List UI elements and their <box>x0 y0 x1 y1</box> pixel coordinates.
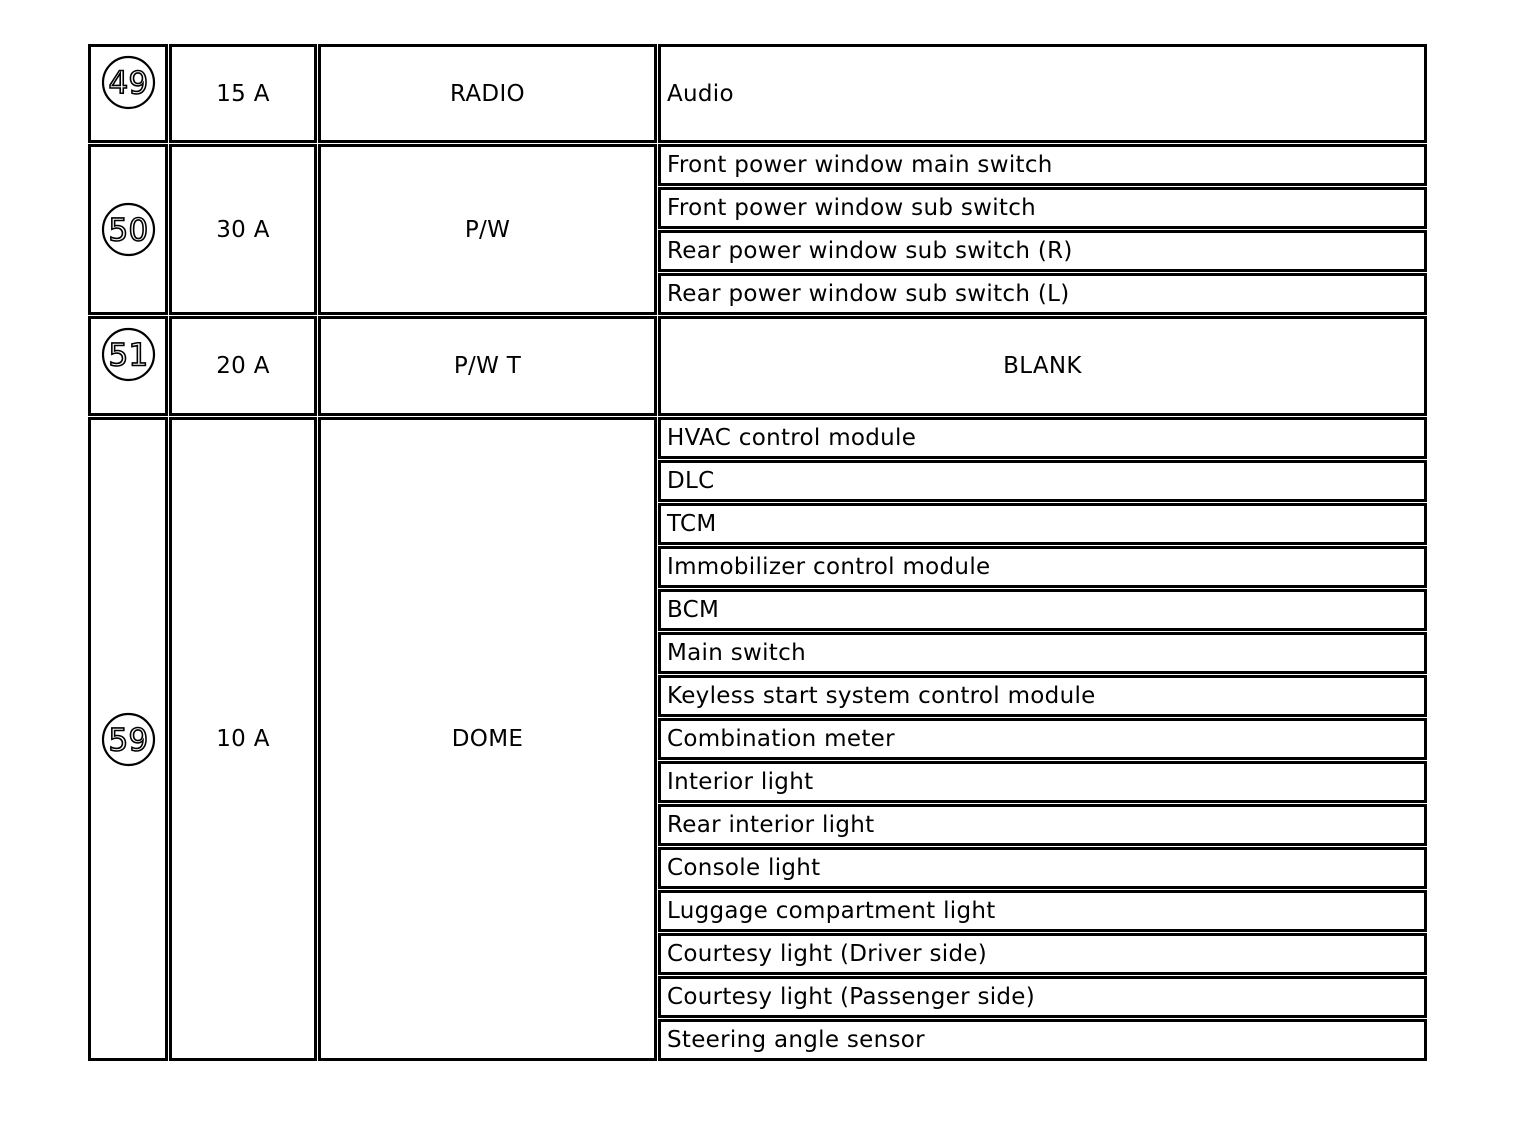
circuit-item: Keyless start system control module <box>658 675 1427 717</box>
circuit-list <box>658 44 1427 143</box>
amperage-cell: 10 A <box>169 417 317 1061</box>
circuit-item: Front power window sub switch <box>658 187 1427 229</box>
circuit-item: HVAC control module <box>658 417 1427 459</box>
circuit-item: Luggage compartment light <box>658 890 1427 932</box>
circuit-item: Front power window main switch <box>658 144 1427 186</box>
circuit-list <box>658 316 1427 416</box>
fuse-number-cell <box>88 417 168 1061</box>
fuse-name-cell: RADIO <box>318 44 657 143</box>
circuit-item: Courtesy light (Driver side) <box>658 933 1427 975</box>
circled-number-icon <box>101 327 156 382</box>
fuse-table <box>88 44 1428 1062</box>
circuit-item-blank: BLANK <box>658 316 1427 416</box>
circuit-item: Audio <box>658 44 1427 143</box>
svg-text:50: 50 <box>107 212 149 249</box>
amperage-cell: 15 A <box>169 44 317 143</box>
fuse-name-cell: P/W <box>318 144 657 315</box>
circuit-item: Courtesy light (Passenger side) <box>658 976 1427 1018</box>
circuit-item: Steering angle sensor <box>658 1019 1427 1061</box>
fuse-name-cell: P/W T <box>318 316 657 416</box>
circuit-item: TCM <box>658 503 1427 545</box>
circuit-item: Rear power window sub switch (L) <box>658 273 1427 315</box>
fuse-name-cell: DOME <box>318 417 657 1061</box>
fuse-number-cell <box>88 316 168 416</box>
svg-text:51: 51 <box>107 337 149 374</box>
circuit-item: Immobilizer control module <box>658 546 1427 588</box>
circuit-item: Main switch <box>658 632 1427 674</box>
fuse-number-cell <box>88 144 168 315</box>
fuse-number-cell <box>88 44 168 143</box>
svg-text:49: 49 <box>107 65 149 102</box>
circuit-list <box>658 144 1427 315</box>
circuit-item: Combination meter <box>658 718 1427 760</box>
circuit-item: Console light <box>658 847 1427 889</box>
circled-number-icon <box>101 202 156 257</box>
circuit-item: Interior light <box>658 761 1427 803</box>
svg-text:59: 59 <box>107 722 149 758</box>
circuit-item: DLC <box>658 460 1427 502</box>
circuit-item: Rear interior light <box>658 804 1427 846</box>
amperage-cell: 30 A <box>169 144 317 315</box>
circuit-item: Rear power window sub switch (R) <box>658 230 1427 272</box>
circled-number-icon <box>101 55 156 110</box>
circuit-item: BCM <box>658 589 1427 631</box>
circled-number-icon <box>101 712 156 767</box>
amperage-cell: 20 A <box>169 316 317 416</box>
circuit-list <box>658 417 1427 1061</box>
